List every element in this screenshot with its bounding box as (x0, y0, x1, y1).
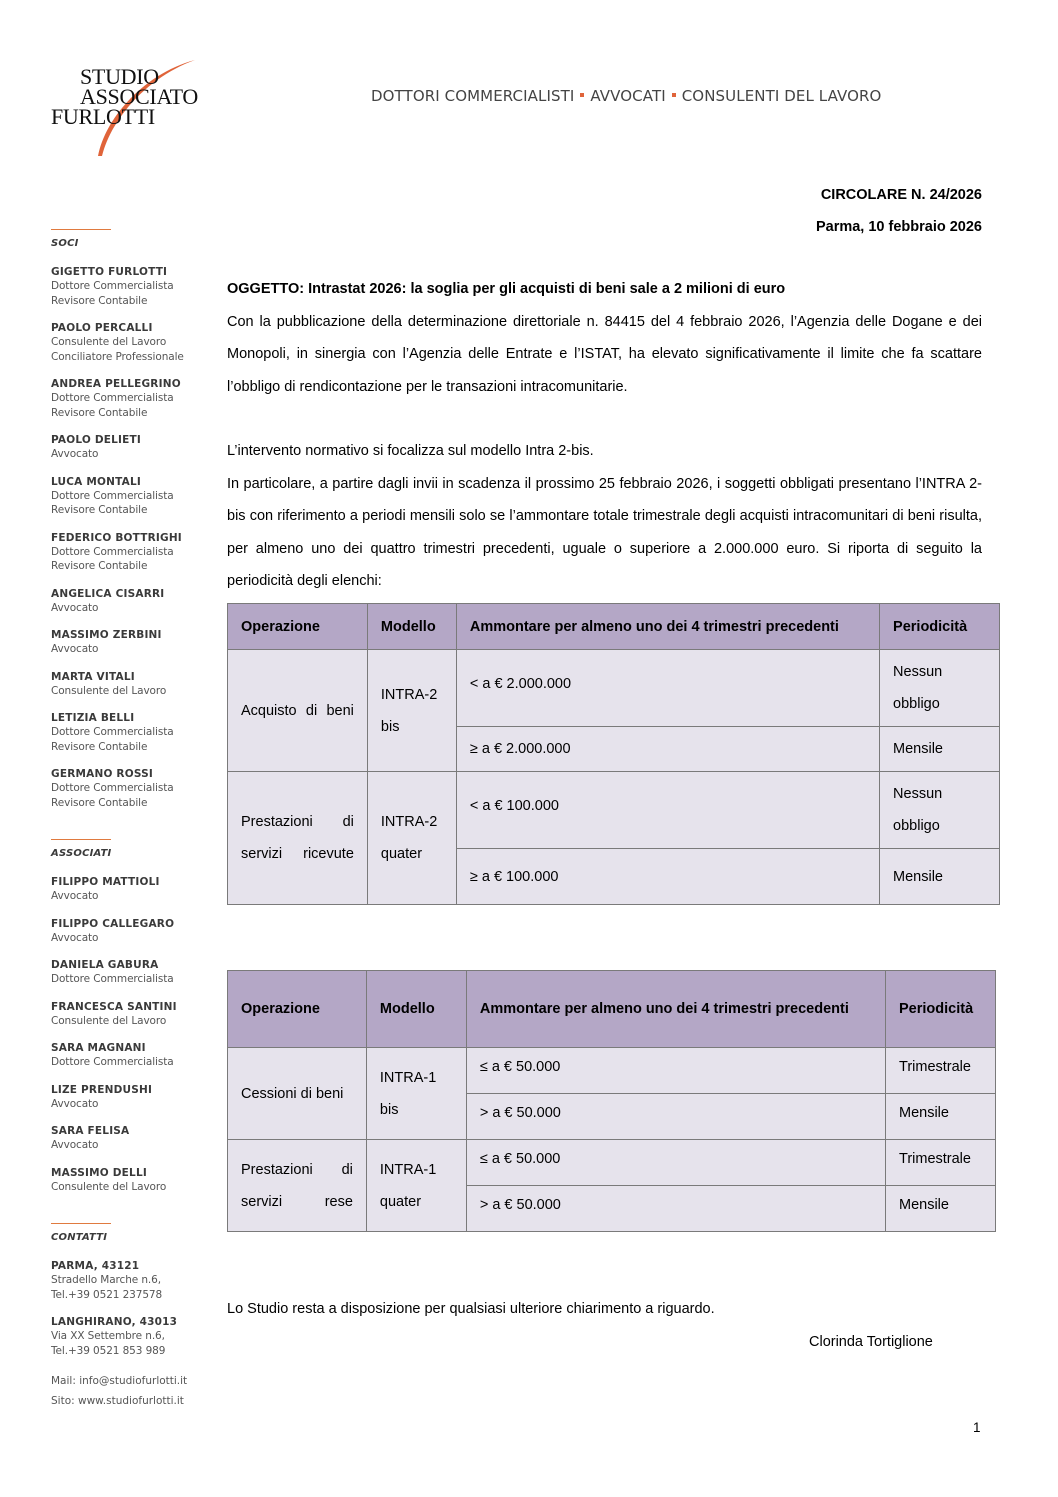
cell-modello: INTRA-2 quater (367, 772, 456, 905)
section-divider (51, 229, 111, 230)
person-name: PARMA, 43121 (51, 1260, 140, 1272)
header-ammontare: Ammontare per almeno uno dei 4 trimestri precedenti (466, 971, 885, 1048)
place-date: Parma, 10 febbraio 2026 (815, 219, 982, 235)
sidebar-person (51, 1166, 201, 1195)
person-name: ANDREA PELLEGRINO (51, 378, 181, 390)
cell-ammontare: < a € 2.000.000 (456, 650, 879, 727)
person-name: LETIZIA BELLI (51, 712, 135, 724)
tagline-item: AVVOCATI (590, 87, 666, 105)
cell-ammontare: ≥ a € 2.000.000 (456, 727, 879, 772)
person-name: PAOLO PERCALLI (51, 322, 153, 334)
cell-ammontare: > a € 50.000 (466, 1186, 885, 1232)
person-role: Revisore Contabile (51, 504, 148, 516)
associati-list (51, 875, 201, 1194)
signature: Clorinda Tortiglione (809, 1334, 933, 1350)
page-number: 1 (973, 1420, 981, 1435)
header-periodicita: Periodicità (880, 604, 1000, 650)
header-periodicita: Periodicità (886, 971, 996, 1048)
closing-sentence: Lo Studio resta a disposizione per qualsiasi ulteriore chiarimento a riguardo. (227, 1301, 715, 1317)
person-role: Consulente del Lavoro (51, 336, 167, 348)
section-divider (51, 839, 111, 840)
person-name: FEDERICO BOTTRIGHI (51, 531, 182, 544)
person-role: Dottore Commercialista (51, 489, 174, 502)
cell-ammontare: > a € 50.000 (466, 1094, 885, 1140)
person-role: Dottore Commercialista (51, 726, 174, 738)
cell-periodicita: Mensile (880, 849, 1000, 905)
circular-number: CIRCOLARE N. 24/2026 (820, 187, 982, 203)
cell-periodicita: Trimestrale (886, 1048, 996, 1094)
table-row (228, 772, 1000, 849)
person-name: GERMANO ROSSI (51, 768, 153, 780)
associati-title: ASSOCIATI (51, 848, 112, 859)
person-role: Avvocato (51, 1097, 99, 1110)
person-name: MARTA VITALI (51, 670, 135, 683)
person-name: SARA MAGNANI (51, 1042, 146, 1054)
sidebar-person (51, 670, 201, 699)
tagline-item: CONSULENTI DEL LAVORO (681, 87, 882, 105)
cell-ammontare: ≥ a € 100.000 (456, 849, 879, 905)
person-name: MASSIMO DELLI (51, 1166, 147, 1179)
table-row (228, 650, 1000, 727)
sidebar-person (51, 433, 201, 462)
person-role: Avvocato (51, 1139, 99, 1151)
paragraph-3: In particolare, a partire dagli invii in scadenza il prossimo 25 febbraio 2026, i soggetti obbligati presentano l’INTRA 2-bis con riferimento a periodi mensili solo se l’ammontare totale trimestrale degli acquisti intracomunitari di beni risulta, per almeno uno dei quattro trimestri precedenti, uguale o superiore a 2.000.000 euro. Si riporta di seguito la periodicità degli elenchi: (227, 475, 982, 589)
header-tagline (371, 87, 881, 105)
soci-list (51, 265, 201, 810)
office-detail: Tel.+39 0521 853 989 (51, 1344, 166, 1357)
sidebar-person (51, 531, 201, 574)
office-detail: Tel.+39 0521 237578 (51, 1288, 163, 1301)
person-role: Revisore Contabile (51, 796, 148, 809)
paragraph-1: Con la pubblicazione della determinazione direttoriale n. 84415 del 4 febbraio 2026, l’Agenzia delle Dogane e dei Monopoli, in sinergia con l’Agenzia delle Entrate e l’ISTAT, ha elevato significativamente il limite che fa scattare l’obbligo di rendicontazione per le transazioni intracomunitarie. (227, 313, 982, 395)
person-name: FILIPPO MATTIOLI (51, 876, 160, 888)
separator-dot-icon (672, 93, 676, 97)
offices-list (51, 1259, 201, 1358)
person-role: Consulente del Lavoro (51, 1180, 167, 1193)
person-role: Dottore Commercialista (51, 280, 174, 292)
sidebar-person (51, 767, 201, 810)
logo-line-2: ASSOCIATO (80, 84, 198, 109)
cell-periodicita: Mensile (886, 1094, 996, 1140)
section-divider (51, 1223, 111, 1224)
cell-periodicita: Mensile (886, 1186, 996, 1232)
sidebar-person (51, 265, 201, 308)
header-modello: Modello (367, 604, 456, 650)
soci-title: SOCI (51, 238, 79, 249)
sidebar-person (51, 958, 201, 987)
cell-modello: INTRA-1 quater (366, 1140, 466, 1232)
cell-modello: INTRA-2 bis (367, 650, 456, 772)
person-name: DANIELA GABURA (51, 959, 159, 971)
cell-operazione: Acquisto di beni (228, 650, 368, 772)
person-role: Avvocato (51, 643, 99, 655)
person-role: Dottore Commercialista (51, 973, 174, 985)
person-name: FILIPPO CALLEGARO (51, 917, 175, 930)
office-detail: Via XX Settembre n.6, (51, 1330, 165, 1342)
cell-periodicita: Nessun obbligo (880, 772, 1000, 849)
sidebar-person (51, 587, 201, 616)
header-operazione: Operazione (228, 604, 368, 650)
sidebar-person (51, 377, 201, 420)
cell-ammontare: ≤ a € 50.000 (466, 1140, 885, 1186)
cell-modello: INTRA-1 bis (366, 1048, 466, 1140)
cell-periodicita: Mensile (880, 727, 1000, 772)
person-role: Avvocato (51, 931, 99, 944)
person-name: LANGHIRANO, 43013 (51, 1316, 178, 1328)
intra-cessioni-table (227, 970, 996, 1232)
person-role: Revisore Contabile (51, 560, 148, 572)
person-role: Dottore Commercialista (51, 1056, 174, 1068)
cell-operazione: Prestazioni di servizi rese (228, 1140, 367, 1232)
logo-line-1: STUDIO (80, 64, 159, 89)
sidebar-person (51, 321, 201, 364)
person-role: Consulente del Lavoro (51, 1014, 167, 1027)
cell-periodicita: Trimestrale (886, 1140, 996, 1186)
person-role: Revisore Contabile (51, 406, 148, 419)
sidebar-person (51, 1315, 201, 1358)
person-role: Dottore Commercialista (51, 782, 174, 794)
separator-dot-icon (580, 93, 584, 97)
cell-ammontare: ≤ a € 50.000 (466, 1048, 885, 1094)
cell-ammontare: < a € 100.000 (456, 772, 879, 849)
tagline-item: DOTTORI COMMERCIALISTI (371, 87, 575, 105)
letter-body (227, 273, 982, 598)
cell-operazione: Prestazioni di servizi ricevute (228, 772, 368, 905)
studio-logo (50, 58, 210, 158)
person-name: LIZE PRENDUSHI (51, 1083, 153, 1096)
sidebar-person (51, 628, 201, 657)
table-row (228, 1140, 996, 1186)
person-name: FRANCESCA SANTINI (51, 1000, 177, 1013)
person-name: GIGETTO FURLOTTI (51, 266, 168, 278)
person-role: Avvocato (51, 601, 99, 614)
header-ammontare: Ammontare per almeno uno dei 4 trimestri precedenti (456, 604, 879, 650)
person-role: Avvocato (51, 890, 99, 902)
sidebar-person (51, 475, 201, 518)
contact-email[interactable]: Mail: info@studiofurlotti.it (51, 1375, 188, 1387)
person-name: PAOLO DELIETI (51, 434, 142, 446)
table-row (228, 1048, 996, 1094)
person-name: ANGELICA CISARRI (51, 587, 165, 600)
circular-header (816, 179, 982, 243)
header-modello: Modello (366, 971, 466, 1048)
intra-acquisti-table (227, 603, 1000, 905)
sidebar (51, 229, 201, 1411)
paragraph-2: L’intervento normativo si focalizza sul modello Intra 2-bis. (227, 443, 594, 459)
office-detail: Stradello Marche n.6, (51, 1274, 161, 1286)
header-operazione: Operazione (228, 971, 367, 1048)
cell-operazione: Cessioni di beni (228, 1048, 367, 1140)
person-role: Consulente del Lavoro (51, 684, 167, 697)
person-role: Dottore Commercialista (51, 545, 174, 558)
sidebar-person (51, 1083, 201, 1112)
person-name: SARA FELISA (51, 1125, 130, 1137)
sidebar-person (51, 1041, 201, 1070)
sidebar-person (51, 1000, 201, 1029)
person-name: MASSIMO ZERBINI (51, 629, 162, 641)
person-role: Revisore Contabile (51, 740, 148, 753)
person-role: Conciliatore Professionale (51, 350, 184, 363)
contact-website[interactable]: Sito: www.studiofurlotti.it (51, 1395, 184, 1407)
sidebar-person (51, 1124, 201, 1153)
sidebar-person (51, 711, 201, 754)
sidebar-person (51, 875, 201, 904)
sidebar-person (51, 1259, 201, 1302)
person-role: Revisore Contabile (51, 294, 148, 307)
person-role: Dottore Commercialista (51, 392, 174, 404)
person-role: Avvocato (51, 448, 99, 460)
logo-line-3: FURLOTTI (51, 104, 155, 129)
sidebar-person (51, 917, 201, 946)
contatti-title: CONTATTI (51, 1232, 108, 1243)
person-name: LUCA MONTALI (51, 475, 141, 488)
subject-line: OGGETTO: Intrastat 2026: la soglia per gli acquisti di beni sale a 2 milioni di euro (227, 281, 786, 297)
cell-periodicita: Nessun obbligo (880, 650, 1000, 727)
